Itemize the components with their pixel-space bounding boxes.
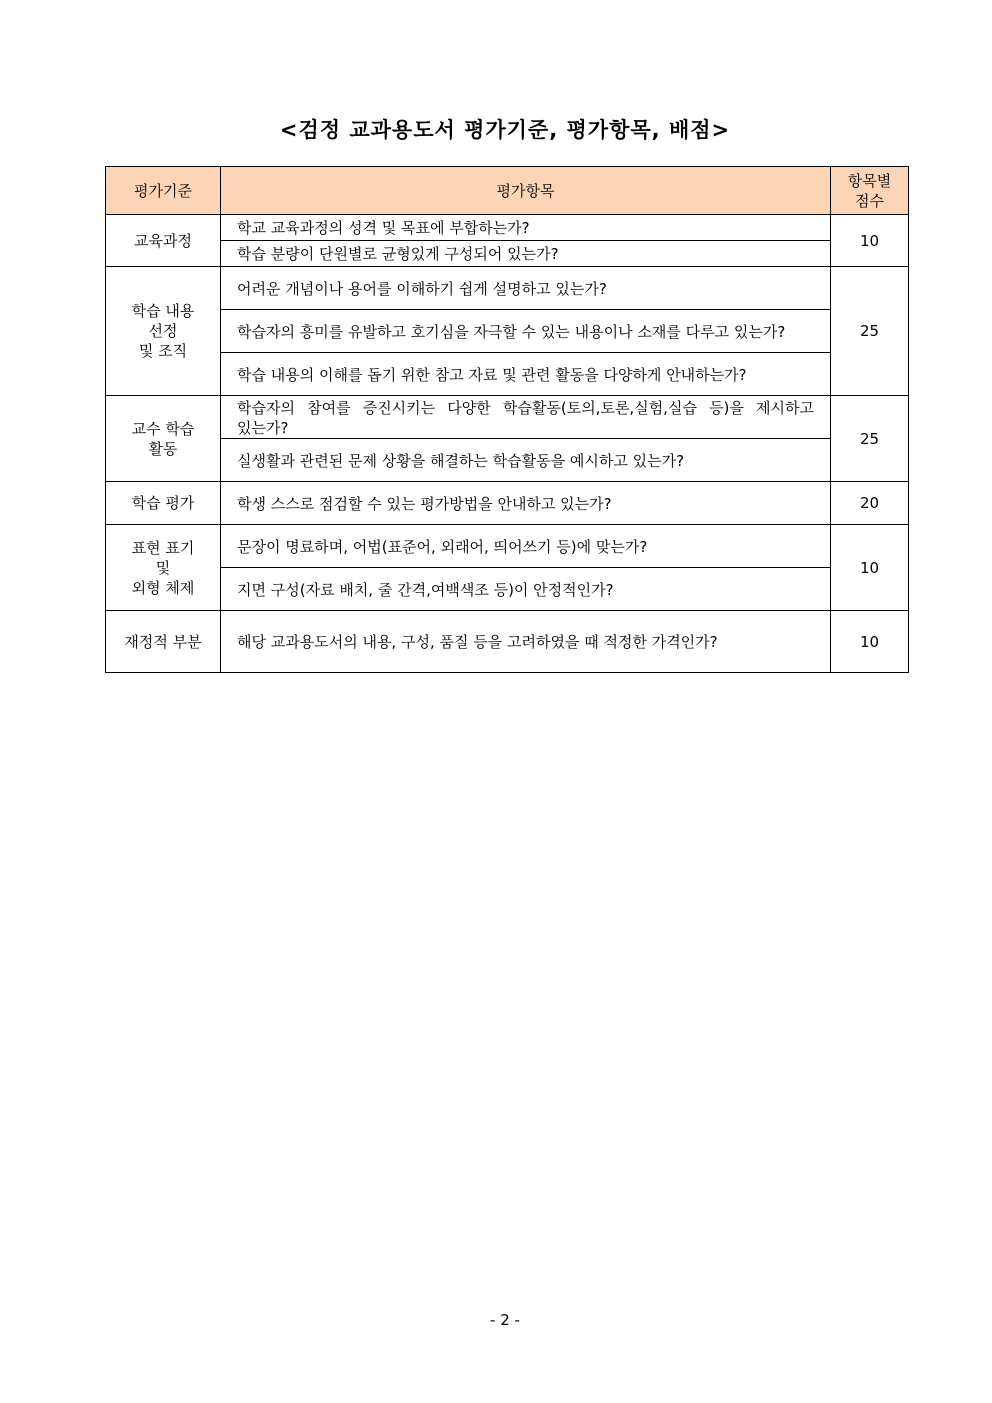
criteria-line: 재정적 부분 — [124, 632, 202, 651]
criteria-line: 활동 — [148, 439, 178, 458]
page-number: - 2 - — [490, 1311, 520, 1329]
table-row — [106, 396, 909, 439]
criteria-line: 선정 — [148, 322, 178, 340]
table-row — [106, 241, 909, 267]
table-row — [106, 611, 909, 673]
score-cell: 10 — [831, 215, 909, 267]
table-row — [106, 568, 909, 611]
criteria-cell — [106, 215, 221, 267]
item-cell: 학교 교육과정의 성격 및 목표에 부합하는가? — [221, 215, 831, 241]
item-cell: 학습자의 참여를 증진시키는 다양한 학습활동(토의,토론,실험,실습 등)을 제시하고 있는가? — [221, 396, 831, 439]
criteria-line: 표현 표기 — [131, 538, 195, 557]
table-row — [106, 267, 909, 310]
item-cell: 학습자의 흥미를 유발하고 호기심을 자극할 수 있는 내용이나 소재를 다루고 있는가? — [221, 310, 831, 353]
table-row — [106, 215, 909, 241]
score-cell: 20 — [831, 482, 909, 525]
item-cell: 학습 분량이 단원별로 균형있게 구성되어 있는가? — [221, 241, 831, 267]
criteria-line: 및 조직 — [138, 342, 188, 360]
criteria-line: 교육과정 — [134, 231, 192, 250]
header-score-line1: 항목별 — [847, 171, 892, 190]
table-row — [106, 310, 909, 353]
criteria-cell — [106, 267, 221, 396]
header-item: 평가항목 — [221, 167, 831, 215]
table-row — [106, 525, 909, 568]
criteria-line: 및 — [155, 558, 171, 577]
criteria-line: 교수 학습 — [131, 419, 195, 438]
header-score-line2: 점수 — [855, 191, 884, 210]
item-cell: 학생 스스로 점검할 수 있는 평가방법을 안내하고 있는가? — [221, 482, 831, 525]
item-cell: 해당 교과용도서의 내용, 구성, 품질 등을 고려하였을 때 적정한 가격인가? — [221, 611, 831, 673]
document-title: <검정 교과용도서 평가기준, 평가항목, 배점> — [279, 118, 731, 142]
criteria-line: 학습 내용 — [131, 302, 195, 320]
score-cell: 10 — [831, 611, 909, 673]
evaluation-criteria-table — [105, 166, 909, 673]
score-cell: 10 — [831, 525, 909, 611]
item-cell: 학습 내용의 이해를 돕기 위한 참고 자료 및 관련 활동을 다양하게 안내하는가? — [221, 353, 831, 396]
criteria-cell — [106, 611, 221, 673]
criteria-cell — [106, 396, 221, 482]
header-row — [106, 167, 909, 215]
criteria-line: 학습 평가 — [131, 494, 195, 512]
table-row — [106, 353, 909, 396]
header-score — [831, 167, 909, 215]
score-cell: 25 — [831, 267, 909, 396]
item-cell: 문장이 명료하며, 어법(표준어, 외래어, 띄어쓰기 등)에 맞는가? — [221, 525, 831, 568]
table-row — [106, 439, 909, 482]
header-criteria: 평가기준 — [106, 167, 221, 215]
item-cell: 실생활과 관련된 문제 상황을 해결하는 학습활동을 예시하고 있는가? — [221, 439, 831, 482]
item-cell: 어려운 개념이나 용어를 이해하기 쉽게 설명하고 있는가? — [221, 267, 831, 310]
table-row — [106, 482, 909, 525]
score-cell: 25 — [831, 396, 909, 482]
criteria-cell — [106, 525, 221, 611]
item-cell: 지면 구성(자료 배치, 줄 간격,여백색조 등)이 안정적인가? — [221, 568, 831, 611]
criteria-cell — [106, 482, 221, 525]
criteria-line: 외형 체제 — [131, 578, 195, 597]
